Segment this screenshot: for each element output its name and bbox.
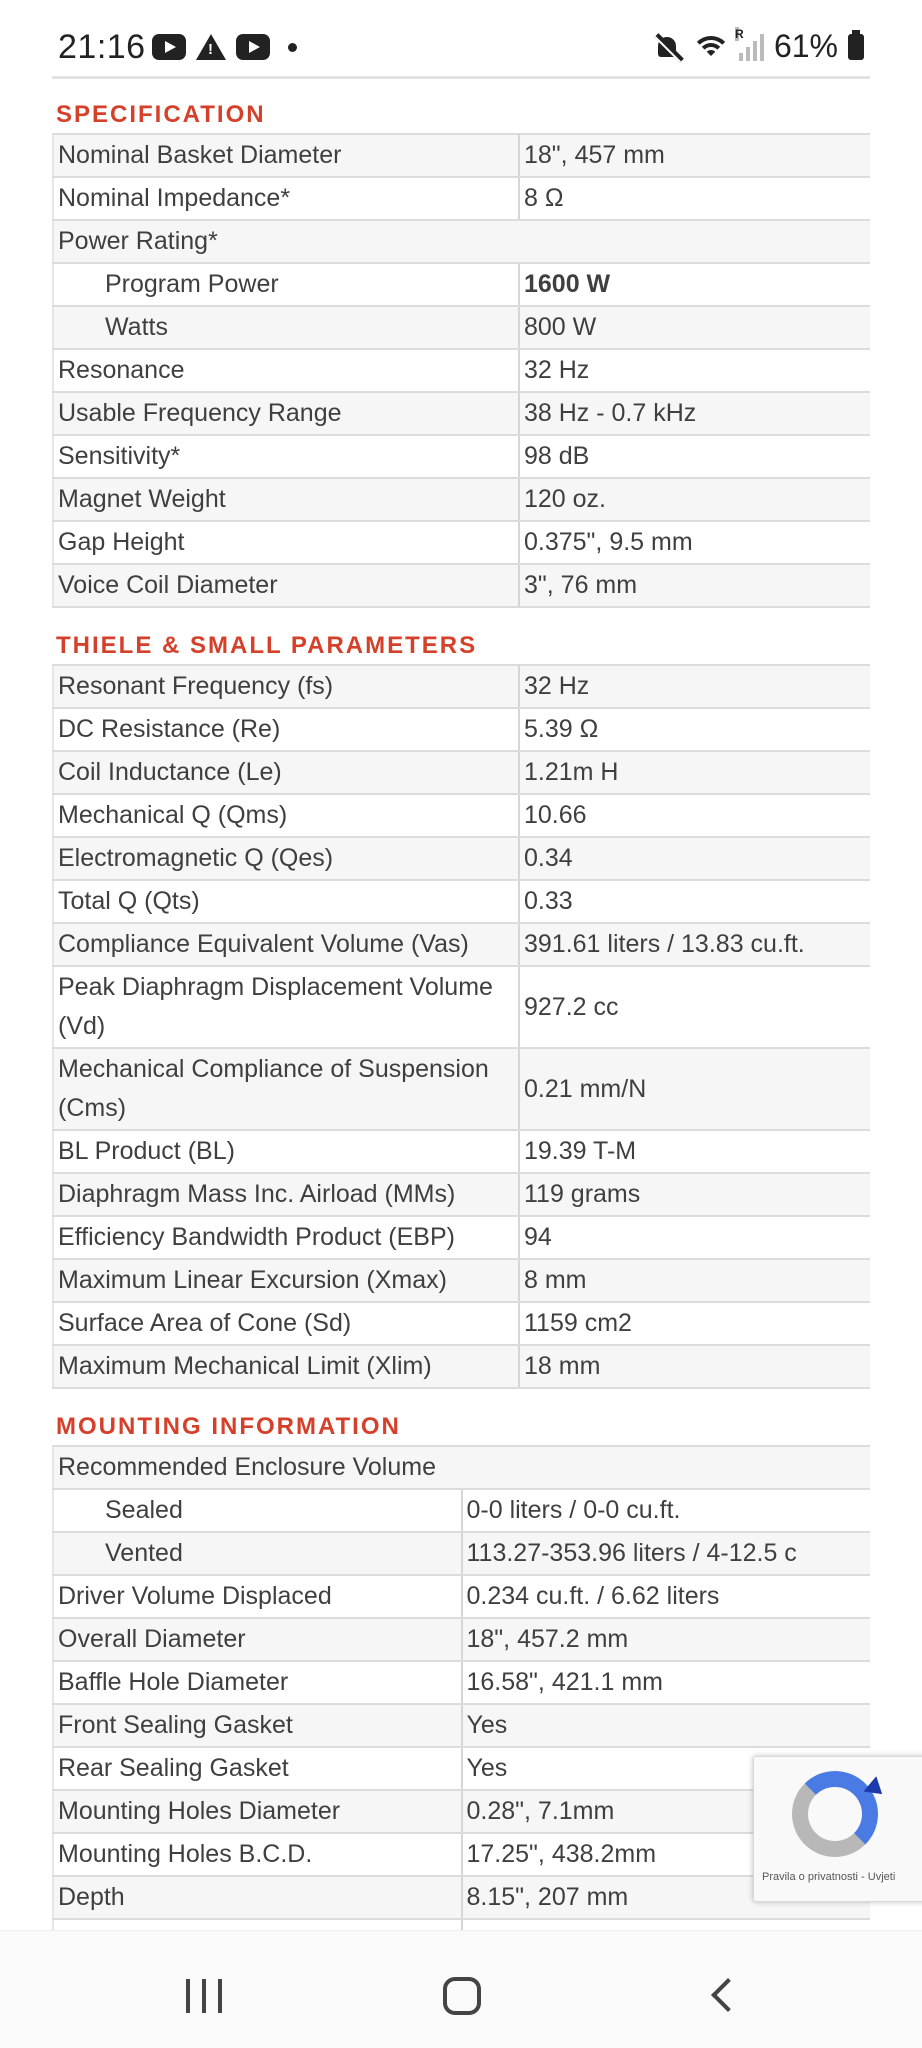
table-row	[53, 1259, 870, 1302]
clock: 21:16	[58, 28, 146, 66]
row-label: Mechanical Compliance of Suspension (Cms)	[53, 1048, 519, 1130]
spec-content	[52, 76, 870, 1963]
youtube-icon	[236, 34, 270, 60]
system-icons	[653, 28, 864, 65]
row-value: 98 dB	[519, 435, 870, 478]
table-row	[53, 966, 870, 1048]
row-label: Sensitivity*	[53, 435, 519, 478]
row-label: Electromagnetic Q (Qes)	[53, 837, 519, 880]
row-value: 10.66	[519, 794, 870, 837]
spec-table	[52, 1445, 870, 1963]
back-button[interactable]	[711, 1978, 745, 2012]
navigation-bar	[0, 1930, 922, 2048]
signal-icon	[734, 26, 764, 61]
mute-icon	[653, 32, 683, 62]
row-value: 0.34	[519, 837, 870, 880]
row-value: 8 Ω	[519, 177, 870, 220]
section-title: SPECIFICATION	[56, 101, 266, 128]
table-row	[53, 392, 870, 435]
row-label: Rear Sealing Gasket	[53, 1747, 462, 1790]
row-value: 113.27-353.96 liters / 4-12.5 c	[462, 1532, 871, 1575]
row-value: 0-0 liters / 0-0 cu.ft.	[462, 1489, 871, 1532]
divider	[52, 76, 870, 79]
table-row	[53, 1532, 870, 1575]
table-row	[53, 564, 870, 607]
battery-icon	[848, 34, 864, 60]
table-row	[53, 1704, 870, 1747]
row-label: DC Resistance (Re)	[53, 708, 519, 751]
table-row	[53, 751, 870, 794]
wifi-icon	[693, 32, 729, 62]
row-label: Efficiency Bandwidth Product (EBP)	[53, 1216, 519, 1259]
row-label: Mounting Holes Diameter	[53, 1790, 462, 1833]
row-label: Vented	[53, 1532, 462, 1575]
table-row	[53, 1302, 870, 1345]
row-value: 927.2 cc	[519, 966, 870, 1048]
recaptcha-badge[interactable]	[753, 1756, 922, 1902]
table-row	[53, 1130, 870, 1173]
row-value: 38 Hz - 0.7 kHz	[519, 392, 870, 435]
row-value: 5.39 Ω	[519, 708, 870, 751]
table-row	[53, 794, 870, 837]
row-label: Mounting Holes B.C.D.	[53, 1833, 462, 1876]
recaptcha-separator: -	[858, 1871, 868, 1883]
table-row	[53, 665, 870, 708]
row-value: 17.25", 438.2mm	[462, 1833, 871, 1876]
table-row	[53, 1345, 870, 1388]
row-value: 32 Hz	[519, 349, 870, 392]
row-value: Yes	[462, 1704, 871, 1747]
table-row	[53, 1618, 870, 1661]
table-row	[53, 1173, 870, 1216]
row-label: Surface Area of Cone (Sd)	[53, 1302, 519, 1345]
row-label: Program Power	[53, 263, 519, 306]
table-row	[53, 880, 870, 923]
row-label: Resonance	[53, 349, 519, 392]
table-row	[53, 1747, 870, 1790]
row-value: Yes	[462, 1747, 871, 1790]
row-label: Compliance Equivalent Volume (Vas)	[53, 923, 519, 966]
row-value: 8 mm	[519, 1259, 870, 1302]
table-row	[53, 263, 870, 306]
spec-table	[52, 664, 870, 1389]
row-label: Sealed	[53, 1489, 462, 1532]
row-label: Diaphragm Mass Inc. Airload (MMs)	[53, 1173, 519, 1216]
recaptcha-terms-link[interactable]: Uvjeti	[867, 1871, 896, 1883]
row-label: Depth	[53, 1876, 462, 1919]
row-value: 391.61 liters / 13.83 cu.ft.	[519, 923, 870, 966]
recaptcha-privacy-link[interactable]: Pravila o privatnosti	[762, 1871, 858, 1883]
section-title: THIELE & SMALL PARAMETERS	[56, 632, 478, 659]
table-row	[53, 349, 870, 392]
youtube-icon	[152, 34, 186, 60]
row-label: Peak Diaphragm Displacement Volume (Vd)	[53, 966, 519, 1048]
row-value: 800 W	[519, 306, 870, 349]
row-value: 120 oz.	[519, 478, 870, 521]
row-value: 0.375", 9.5 mm	[519, 521, 870, 564]
row-label: Gap Height	[53, 521, 519, 564]
row-label: Total Q (Qts)	[53, 880, 519, 923]
row-label: Mechanical Q (Qms)	[53, 794, 519, 837]
row-value: 1.21m H	[519, 751, 870, 794]
row-label: Magnet Weight	[53, 478, 519, 521]
section-gap	[52, 1389, 870, 1413]
row-label: Baffle Hole Diameter	[53, 1661, 462, 1704]
recaptcha-links	[762, 1871, 895, 1883]
row-value: 18", 457 mm	[519, 134, 870, 177]
row-value: 16.58", 421.1 mm	[462, 1661, 871, 1704]
recaptcha-icon	[792, 1771, 878, 1857]
battery-percent: 61%	[773, 28, 838, 64]
table-row	[53, 1876, 870, 1919]
row-label: Driver Volume Displaced	[53, 1575, 462, 1618]
table-row	[53, 521, 870, 564]
row-value: 0.21 mm/N	[519, 1048, 870, 1130]
table-row	[53, 435, 870, 478]
row-value: 119 grams	[519, 1173, 870, 1216]
table-row	[53, 837, 870, 880]
table-row	[53, 1575, 870, 1618]
row-label: Nominal Basket Diameter	[53, 134, 519, 177]
table-row	[53, 177, 870, 220]
status-bar	[0, 0, 922, 76]
notification-icons	[152, 34, 297, 60]
row-value: 94	[519, 1216, 870, 1259]
row-label: Resonant Frequency (fs)	[53, 665, 519, 708]
table-row	[53, 478, 870, 521]
row-label: Usable Frequency Range	[53, 392, 519, 435]
row-value: 3", 76 mm	[519, 564, 870, 607]
row-label: BL Product (BL)	[53, 1130, 519, 1173]
table-row	[53, 1048, 870, 1130]
roaming-marker: R	[734, 26, 744, 41]
table-row	[53, 306, 870, 349]
table-row	[53, 1216, 870, 1259]
row-value: 32 Hz	[519, 665, 870, 708]
home-button[interactable]	[443, 1977, 481, 2015]
row-label: Front Sealing Gasket	[53, 1704, 462, 1747]
section-gap	[52, 608, 870, 632]
table-row	[53, 1661, 870, 1704]
row-value: 0.33	[519, 880, 870, 923]
row-value: 8.15", 207 mm	[462, 1876, 871, 1919]
row-value: 0.28", 7.1mm	[462, 1790, 871, 1833]
row-label: Power Rating*	[53, 220, 870, 263]
table-row	[53, 1833, 870, 1876]
recent-apps-button[interactable]	[186, 1979, 222, 2013]
warning-icon	[196, 34, 226, 60]
table-row	[53, 134, 870, 177]
row-value: 19.39 T-M	[519, 1130, 870, 1173]
row-label: Nominal Impedance*	[53, 177, 519, 220]
row-label: Voice Coil Diameter	[53, 564, 519, 607]
table-row	[53, 1489, 870, 1532]
table-row	[53, 220, 870, 263]
row-value: 18", 457.2 mm	[462, 1618, 871, 1661]
table-row	[53, 1446, 870, 1489]
spec-table	[52, 133, 870, 608]
table-row	[53, 923, 870, 966]
row-label: Maximum Mechanical Limit (Xlim)	[53, 1345, 519, 1388]
row-label: Overall Diameter	[53, 1618, 462, 1661]
row-value: 1600 W	[519, 263, 870, 306]
row-value: 0.234 cu.ft. / 6.62 liters	[462, 1575, 871, 1618]
section-title: MOUNTING INFORMATION	[56, 1413, 401, 1440]
row-label: Coil Inductance (Le)	[53, 751, 519, 794]
row-label: Watts	[53, 306, 519, 349]
row-value: 18 mm	[519, 1345, 870, 1388]
row-label: Maximum Linear Excursion (Xmax)	[53, 1259, 519, 1302]
spec-sections	[52, 101, 870, 1963]
table-row	[53, 1790, 870, 1833]
dot-icon	[288, 43, 297, 52]
row-value: 1159 cm2	[519, 1302, 870, 1345]
row-label: Recommended Enclosure Volume	[53, 1446, 870, 1489]
table-row	[53, 708, 870, 751]
